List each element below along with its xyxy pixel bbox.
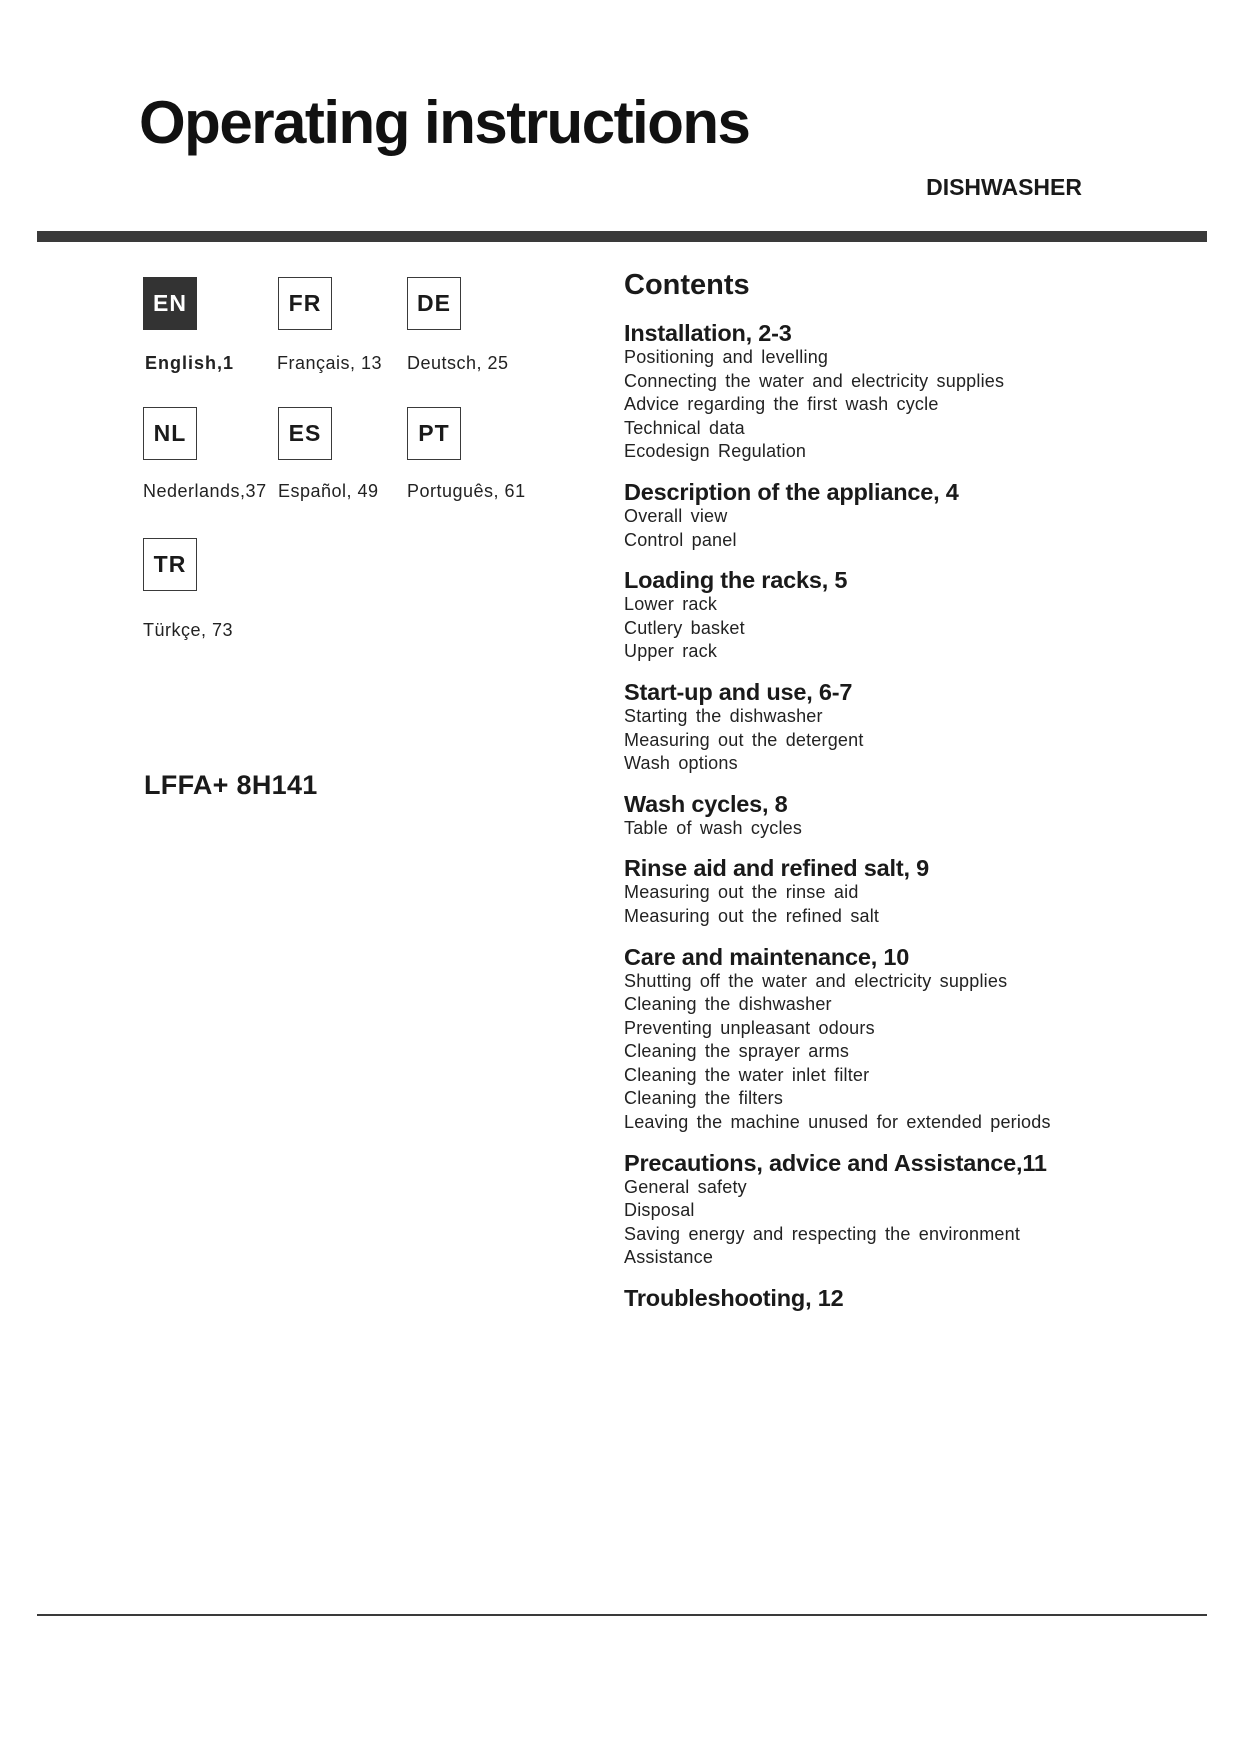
language-box-pt[interactable]: PT [407, 407, 461, 460]
toc-section-care [624, 944, 1184, 1135]
toc-item[interactable]: Starting the dishwasher [624, 705, 823, 726]
toc-item[interactable]: Upper rack [624, 641, 718, 662]
toc-item[interactable]: Cleaning the sprayer arms [624, 1041, 850, 1062]
language-label-fr[interactable]: Français, 13 [277, 353, 383, 373]
toc-item[interactable]: Measuring out the detergent [624, 729, 864, 750]
toc-item[interactable]: Advice regarding the first wash cycle [624, 394, 939, 415]
toc-item[interactable]: Cleaning the filters [624, 1088, 784, 1109]
language-box-es[interactable]: ES [278, 407, 332, 460]
toc-section-title[interactable]: Precautions, advice and Assistance,11 [624, 1149, 1047, 1176]
toc-item[interactable]: Overall view [624, 505, 728, 526]
toc-item[interactable]: General safety [624, 1176, 747, 1197]
toc-section-wash-cycles [624, 791, 1184, 841]
toc-item[interactable]: Ecodesign Regulation [624, 441, 807, 462]
toc-item[interactable]: Assistance [624, 1247, 714, 1268]
toc-item[interactable]: Saving energy and respecting the environment [624, 1223, 1021, 1244]
language-label-es[interactable]: Español, 49 [278, 481, 379, 501]
header-divider [37, 231, 1207, 242]
toc-item[interactable]: Cutlery basket [624, 617, 745, 638]
model-number: LFFA+ 8H141 [144, 770, 318, 800]
toc-section-rinse-aid [624, 855, 1184, 928]
language-label-en[interactable]: English,1 [145, 353, 235, 373]
toc-section-title[interactable]: Wash cycles, 8 [624, 790, 788, 817]
toc-item[interactable]: Technical data [624, 417, 745, 438]
table-of-contents [624, 266, 1184, 1326]
language-box-de[interactable]: DE [407, 277, 461, 330]
language-box-nl[interactable]: NL [143, 407, 197, 460]
toc-section-description [624, 479, 1184, 552]
toc-section-title[interactable]: Description of the appliance, 4 [624, 478, 959, 505]
toc-item[interactable]: Connecting the water and electricity supplies [624, 370, 1005, 391]
language-label-de[interactable]: Deutsch, 25 [407, 353, 509, 373]
toc-item[interactable]: Leaving the machine unused for extended periods [624, 1112, 1051, 1133]
toc-section-title[interactable]: Installation, 2-3 [624, 320, 792, 346]
language-box-tr[interactable]: TR [143, 538, 197, 591]
document-title: Operating instructions [139, 89, 750, 156]
toc-item[interactable]: Control panel [624, 529, 737, 550]
toc-item[interactable]: Positioning and levelling [624, 347, 829, 367]
toc-section-title[interactable]: Loading the racks, 5 [624, 567, 848, 594]
toc-section-loading [624, 567, 1184, 664]
language-label-tr[interactable]: Türkçe, 73 [143, 620, 234, 640]
toc-section-title[interactable]: Start-up and use, 6-7 [624, 678, 853, 705]
toc-section-troubleshooting [624, 1285, 1184, 1311]
toc-section-startup [624, 679, 1184, 776]
language-box-fr[interactable]: FR [278, 277, 332, 330]
toc-item[interactable]: Measuring out the rinse aid [624, 882, 859, 903]
toc-item[interactable]: Table of wash cycles [624, 817, 803, 838]
product-type: DISHWASHER [926, 174, 1082, 200]
toc-section-title[interactable]: Care and maintenance, 10 [624, 943, 910, 970]
toc-section-precautions [624, 1150, 1184, 1270]
language-box-en[interactable]: EN [143, 277, 197, 330]
toc-item[interactable]: Shutting off the water and electricity supplies [624, 970, 1008, 991]
language-label-pt[interactable]: Português, 61 [407, 481, 526, 501]
toc-item[interactable]: Lower rack [624, 594, 718, 615]
toc-section-installation [624, 320, 1184, 464]
toc-item[interactable]: Cleaning the water inlet filter [624, 1064, 870, 1085]
toc-section-title[interactable]: Rinse aid and refined salt, 9 [624, 855, 930, 882]
contents-heading: Contents [624, 269, 750, 301]
footer-divider [37, 1614, 1207, 1616]
toc-item[interactable]: Cleaning the dishwasher [624, 994, 832, 1015]
toc-item[interactable]: Wash options [624, 753, 738, 774]
toc-item[interactable]: Measuring out the refined salt [624, 905, 880, 926]
toc-section-title[interactable]: Troubleshooting, 12 [624, 1285, 844, 1312]
toc-item[interactable]: Disposal [624, 1200, 695, 1221]
toc-item[interactable]: Preventing unpleasant odours [624, 1017, 875, 1038]
language-label-nl[interactable]: Nederlands,37 [143, 481, 267, 501]
